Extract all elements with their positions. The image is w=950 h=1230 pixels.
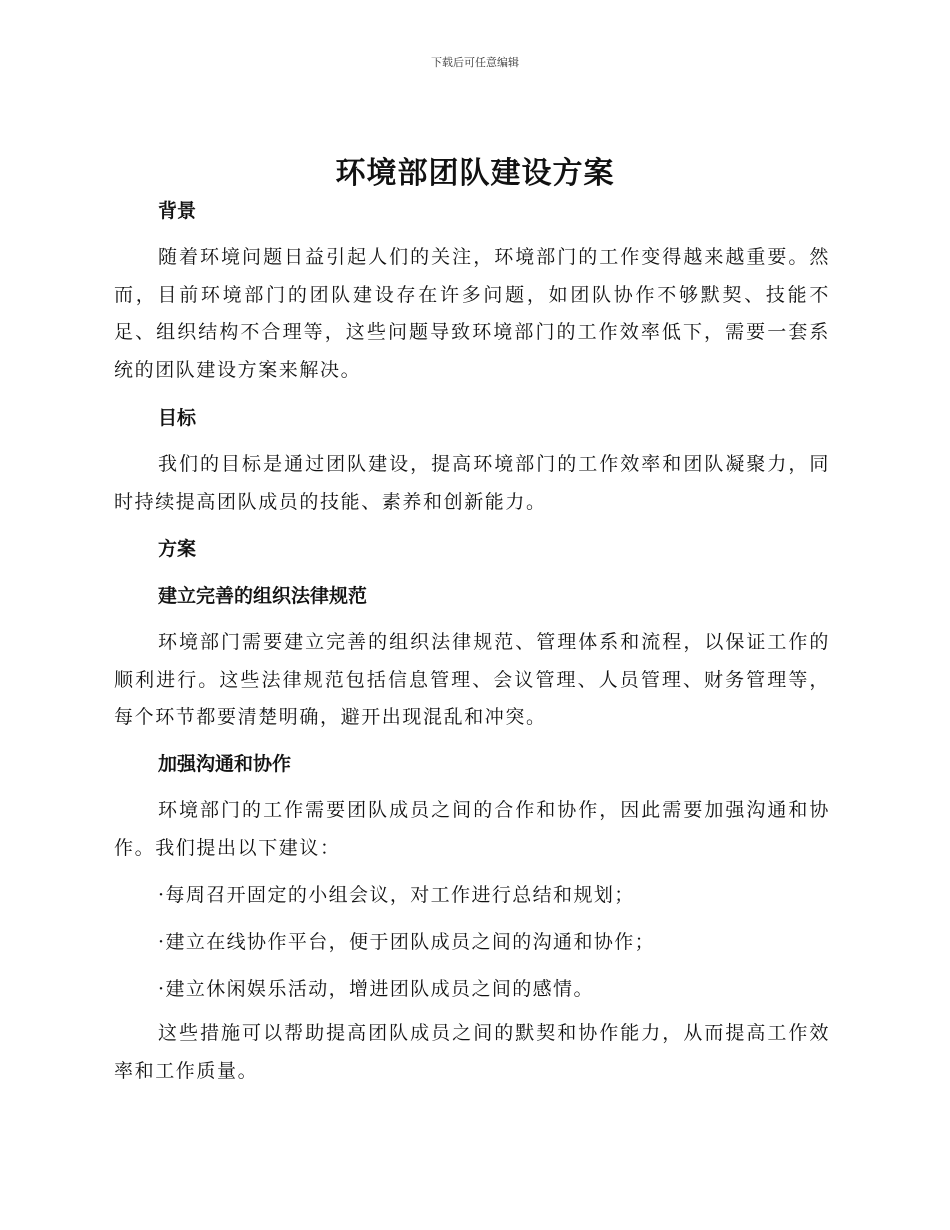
paragraph-communication: 环境部门的工作需要团队成员之间的合作和协作，因此需要加强沟通和协作。我们提出以下建议： xyxy=(114,799,830,859)
document-title: 环境部团队建设方案 xyxy=(335,156,615,191)
paragraph-organization: 环境部门需要建立完善的组织法律规范、管理体系和流程，以保证工作的顺利进行。这些法律规范包括信息管理、会议管理、人员管理、财务管理等，每个环节都要清楚明确，避开出现混乱和冲突。 xyxy=(114,631,830,728)
list-item: ·每周召开固定的小组会议，对工作进行总结和规划； xyxy=(158,884,635,906)
page-header: 下载后可任意编辑 xyxy=(431,56,519,69)
paragraph-closing: 这些措施可以帮助提高团队成员之间的默契和协作能力，从而提高工作效率和工作质量。 xyxy=(114,1022,830,1082)
heading-goal: 目标 xyxy=(158,407,197,429)
paragraph-background: 随着环境问题日益引起人们的关注，环境部门的工作变得越来越重要。然而，目前环境部门的团队建设存在许多问题，如团队协作不够默契、技能不足、组织结构不合理等，这些问题导致环境部门的工作效率低下，需要一套系统的团队建设方案来解决。 xyxy=(114,246,830,381)
subheading-organization: 建立完善的组织法律规范 xyxy=(158,585,368,607)
paragraph-goal: 我们的目标是通过团队建设，提高环境部门的工作效率和团队凝聚力，同时持续提高团队成员的技能、素养和创新能力。 xyxy=(114,453,830,513)
list-item: ·建立休闲娱乐活动，增进团队成员之间的感情。 xyxy=(158,978,594,1000)
heading-plan: 方案 xyxy=(158,538,197,560)
list-item: ·建立在线协作平台，便于团队成员之间的沟通和协作； xyxy=(158,931,656,953)
heading-background: 背景 xyxy=(158,200,197,222)
subheading-communication: 加强沟通和协作 xyxy=(158,753,292,775)
